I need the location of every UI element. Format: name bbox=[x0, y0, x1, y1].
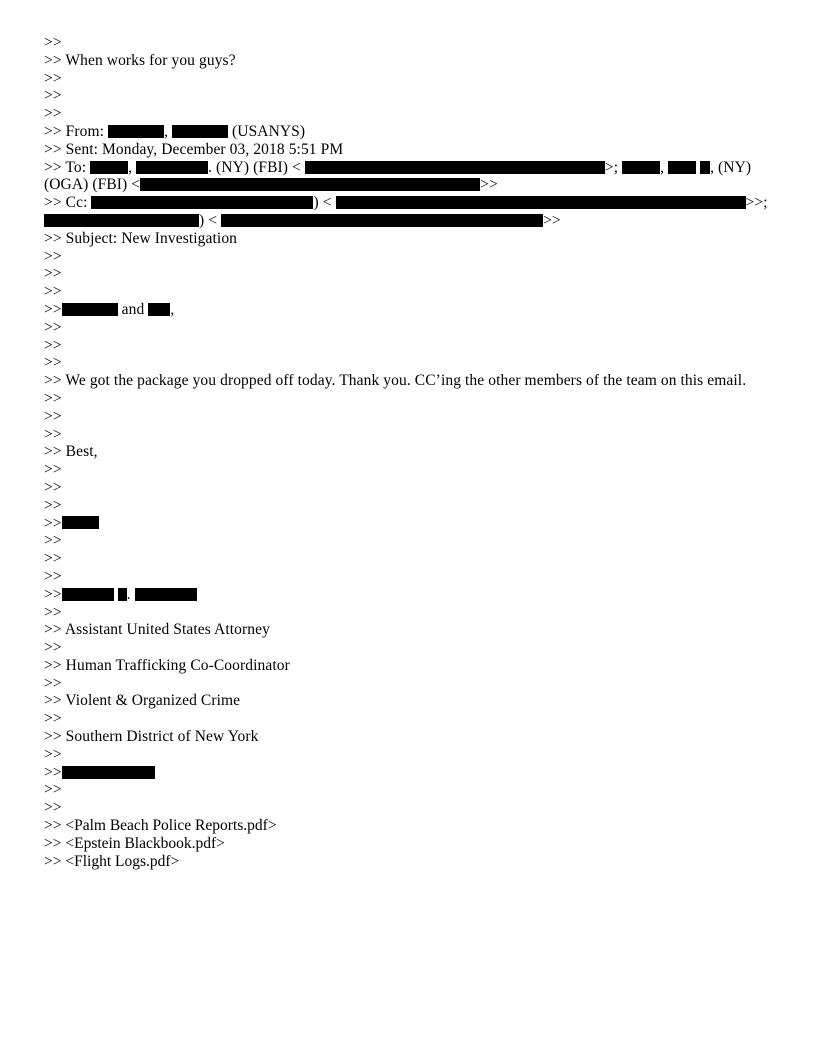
line-text: Violent & Organized Crime bbox=[65, 692, 241, 710]
quote-prefix: >> bbox=[44, 318, 62, 336]
signature-title-line bbox=[44, 621, 784, 639]
quote-prefix: >> bbox=[44, 105, 62, 123]
comma-separator: , bbox=[164, 122, 169, 140]
redaction-block bbox=[62, 766, 155, 779]
quote-line bbox=[44, 675, 784, 693]
quote-line bbox=[44, 70, 784, 88]
quote-prefix: >> bbox=[44, 461, 62, 479]
cc-cont-end: >> bbox=[543, 211, 561, 229]
redaction-block bbox=[62, 303, 118, 316]
signoff-line bbox=[44, 443, 784, 461]
quote-line bbox=[44, 248, 784, 266]
from-suffix: (USANYS) bbox=[232, 122, 306, 140]
quote-prefix: >> bbox=[44, 603, 62, 621]
quote-line bbox=[44, 34, 784, 52]
quote-line bbox=[44, 52, 784, 70]
quote-line bbox=[44, 283, 784, 301]
redaction-block bbox=[136, 161, 200, 174]
to-cont-end: >> bbox=[480, 176, 498, 194]
redaction-block bbox=[90, 161, 128, 174]
quote-prefix: >> bbox=[44, 336, 62, 354]
to-cont-label: (OGA) (FBI) < bbox=[44, 176, 141, 194]
period-separator: . bbox=[126, 585, 131, 603]
redaction-block bbox=[148, 303, 170, 316]
quote-prefix: >> bbox=[44, 140, 62, 158]
greeting-joiner: and bbox=[121, 300, 145, 318]
quote-line bbox=[44, 710, 784, 728]
quote-line bbox=[44, 105, 784, 123]
quote-line bbox=[44, 265, 784, 283]
quote-prefix: >> bbox=[44, 69, 62, 87]
email-cc-line bbox=[44, 194, 784, 230]
quote-line bbox=[44, 781, 784, 799]
from-label: From: bbox=[65, 122, 105, 140]
quote-prefix: >> bbox=[44, 354, 62, 372]
quote-prefix: >> bbox=[44, 51, 62, 69]
line-text: We got the package you dropped off today. Thank you. CC’ing the other members of the team on this email. bbox=[65, 372, 747, 390]
redaction-block bbox=[200, 161, 208, 174]
redaction-block bbox=[135, 588, 197, 601]
quote-line bbox=[44, 87, 784, 105]
redaction-block bbox=[172, 125, 228, 138]
attachment-name: <Epstein Blackbook.pdf> bbox=[65, 834, 225, 852]
quote-prefix: >> bbox=[44, 763, 62, 781]
quote-prefix: >> bbox=[44, 478, 62, 496]
quote-prefix: >> bbox=[44, 639, 62, 657]
redaction-block bbox=[91, 196, 313, 209]
line-text: Human Trafficking Co-Coordinator bbox=[65, 656, 290, 674]
quote-line bbox=[44, 479, 784, 497]
quote-prefix: >> bbox=[44, 496, 62, 514]
email-from-line bbox=[44, 123, 784, 141]
quote-prefix: >> bbox=[44, 122, 62, 140]
quote-prefix: >> bbox=[44, 194, 62, 212]
quote-prefix: >> bbox=[44, 834, 62, 852]
quote-prefix: >> bbox=[44, 585, 62, 603]
quote-line bbox=[44, 604, 784, 622]
quote-line bbox=[44, 408, 784, 426]
quote-line bbox=[44, 337, 784, 355]
redaction-block bbox=[336, 196, 746, 209]
quote-prefix: >> bbox=[44, 852, 62, 870]
quote-prefix: >> bbox=[44, 567, 62, 585]
quote-line bbox=[44, 639, 784, 657]
cc-mid-2: >>; bbox=[745, 194, 768, 212]
quote-prefix: >> bbox=[44, 300, 62, 318]
redaction-block bbox=[700, 161, 710, 174]
redaction-block bbox=[62, 516, 99, 529]
redacted-phone-line bbox=[44, 764, 784, 782]
line-text: Assistant United States Attorney bbox=[64, 621, 270, 639]
signature-unit-line bbox=[44, 692, 784, 710]
redaction-block bbox=[305, 161, 605, 174]
redaction-block bbox=[668, 161, 696, 174]
quote-line bbox=[44, 354, 784, 372]
line-text: Sent: Monday, December 03, 2018 5:51 PM bbox=[65, 140, 344, 158]
quote-prefix: >> bbox=[44, 443, 62, 461]
quote-prefix: >> bbox=[44, 799, 62, 817]
quote-line bbox=[44, 390, 784, 408]
quote-prefix: >> bbox=[44, 87, 62, 105]
quote-prefix: >> bbox=[44, 514, 62, 532]
cc-cont-1: ) < bbox=[199, 211, 218, 229]
redaction-block bbox=[140, 178, 480, 191]
quote-prefix: >> bbox=[44, 283, 62, 301]
greeting-line bbox=[44, 301, 784, 319]
email-to-line bbox=[44, 159, 784, 195]
quote-line bbox=[44, 799, 784, 817]
quote-prefix: >> bbox=[44, 710, 62, 728]
email-sent-line bbox=[44, 141, 784, 159]
line-text: Southern District of New York bbox=[65, 728, 259, 746]
quote-prefix: >> bbox=[44, 656, 62, 674]
comma-separator: , bbox=[660, 158, 665, 176]
quote-prefix: >> bbox=[44, 229, 62, 247]
signature-role-line bbox=[44, 657, 784, 675]
quote-prefix: >> bbox=[44, 621, 62, 639]
quote-prefix: >> bbox=[44, 692, 62, 710]
redaction-block bbox=[221, 214, 543, 227]
attachment-line bbox=[44, 817, 784, 835]
to-mid-1: . (NY) (FBI) < bbox=[208, 158, 301, 176]
redaction-block bbox=[622, 161, 660, 174]
body-paragraph bbox=[44, 372, 784, 390]
quote-prefix: >> bbox=[44, 745, 62, 763]
quote-prefix: >> bbox=[44, 407, 62, 425]
attachment-line bbox=[44, 835, 784, 853]
quote-line bbox=[44, 497, 784, 515]
quote-prefix: >> bbox=[44, 247, 62, 265]
quote-prefix: >> bbox=[44, 265, 62, 283]
quote-line bbox=[44, 532, 784, 550]
to-mid-2: >; bbox=[604, 158, 619, 176]
redaction-block bbox=[44, 214, 199, 227]
cc-mid-1: ) < bbox=[313, 194, 332, 212]
email-quoted-body bbox=[44, 34, 784, 870]
quote-prefix: >> bbox=[44, 389, 62, 407]
quote-prefix: >> bbox=[44, 532, 62, 550]
to-label: To: bbox=[65, 158, 87, 176]
redaction-block bbox=[118, 588, 127, 601]
quote-line bbox=[44, 568, 784, 586]
quote-line bbox=[44, 746, 784, 764]
to-mid-3: , (NY) bbox=[710, 158, 752, 176]
line-text: Best, bbox=[65, 443, 98, 461]
quote-prefix: >> bbox=[44, 372, 62, 390]
attachment-name: <Palm Beach Police Reports.pdf> bbox=[65, 817, 277, 835]
quote-prefix: >> bbox=[44, 550, 62, 568]
greeting-trailing: , bbox=[170, 300, 175, 318]
signature-district-line bbox=[44, 728, 784, 746]
attachment-name: <Flight Logs.pdf> bbox=[65, 852, 180, 870]
quote-prefix: >> bbox=[44, 817, 62, 835]
line-text: Subject: New Investigation bbox=[65, 229, 238, 247]
signature-name-line bbox=[44, 586, 784, 604]
quote-prefix: >> bbox=[44, 34, 62, 51]
comma-separator: , bbox=[128, 158, 133, 176]
quote-prefix: >> bbox=[44, 158, 62, 176]
line-text: When works for you guys? bbox=[65, 51, 236, 69]
redacted-initials-line bbox=[44, 515, 784, 533]
quote-prefix: >> bbox=[44, 425, 62, 443]
quote-prefix: >> bbox=[44, 781, 62, 799]
cc-label: Cc: bbox=[65, 194, 88, 212]
attachment-line bbox=[44, 853, 784, 871]
quote-prefix: >> bbox=[44, 728, 62, 746]
email-subject-line bbox=[44, 230, 784, 248]
quote-line bbox=[44, 426, 784, 444]
quote-line bbox=[44, 550, 784, 568]
quote-line bbox=[44, 319, 784, 337]
quote-prefix: >> bbox=[44, 674, 62, 692]
redaction-block bbox=[62, 588, 114, 601]
redaction-block bbox=[108, 125, 164, 138]
quote-line bbox=[44, 461, 784, 479]
